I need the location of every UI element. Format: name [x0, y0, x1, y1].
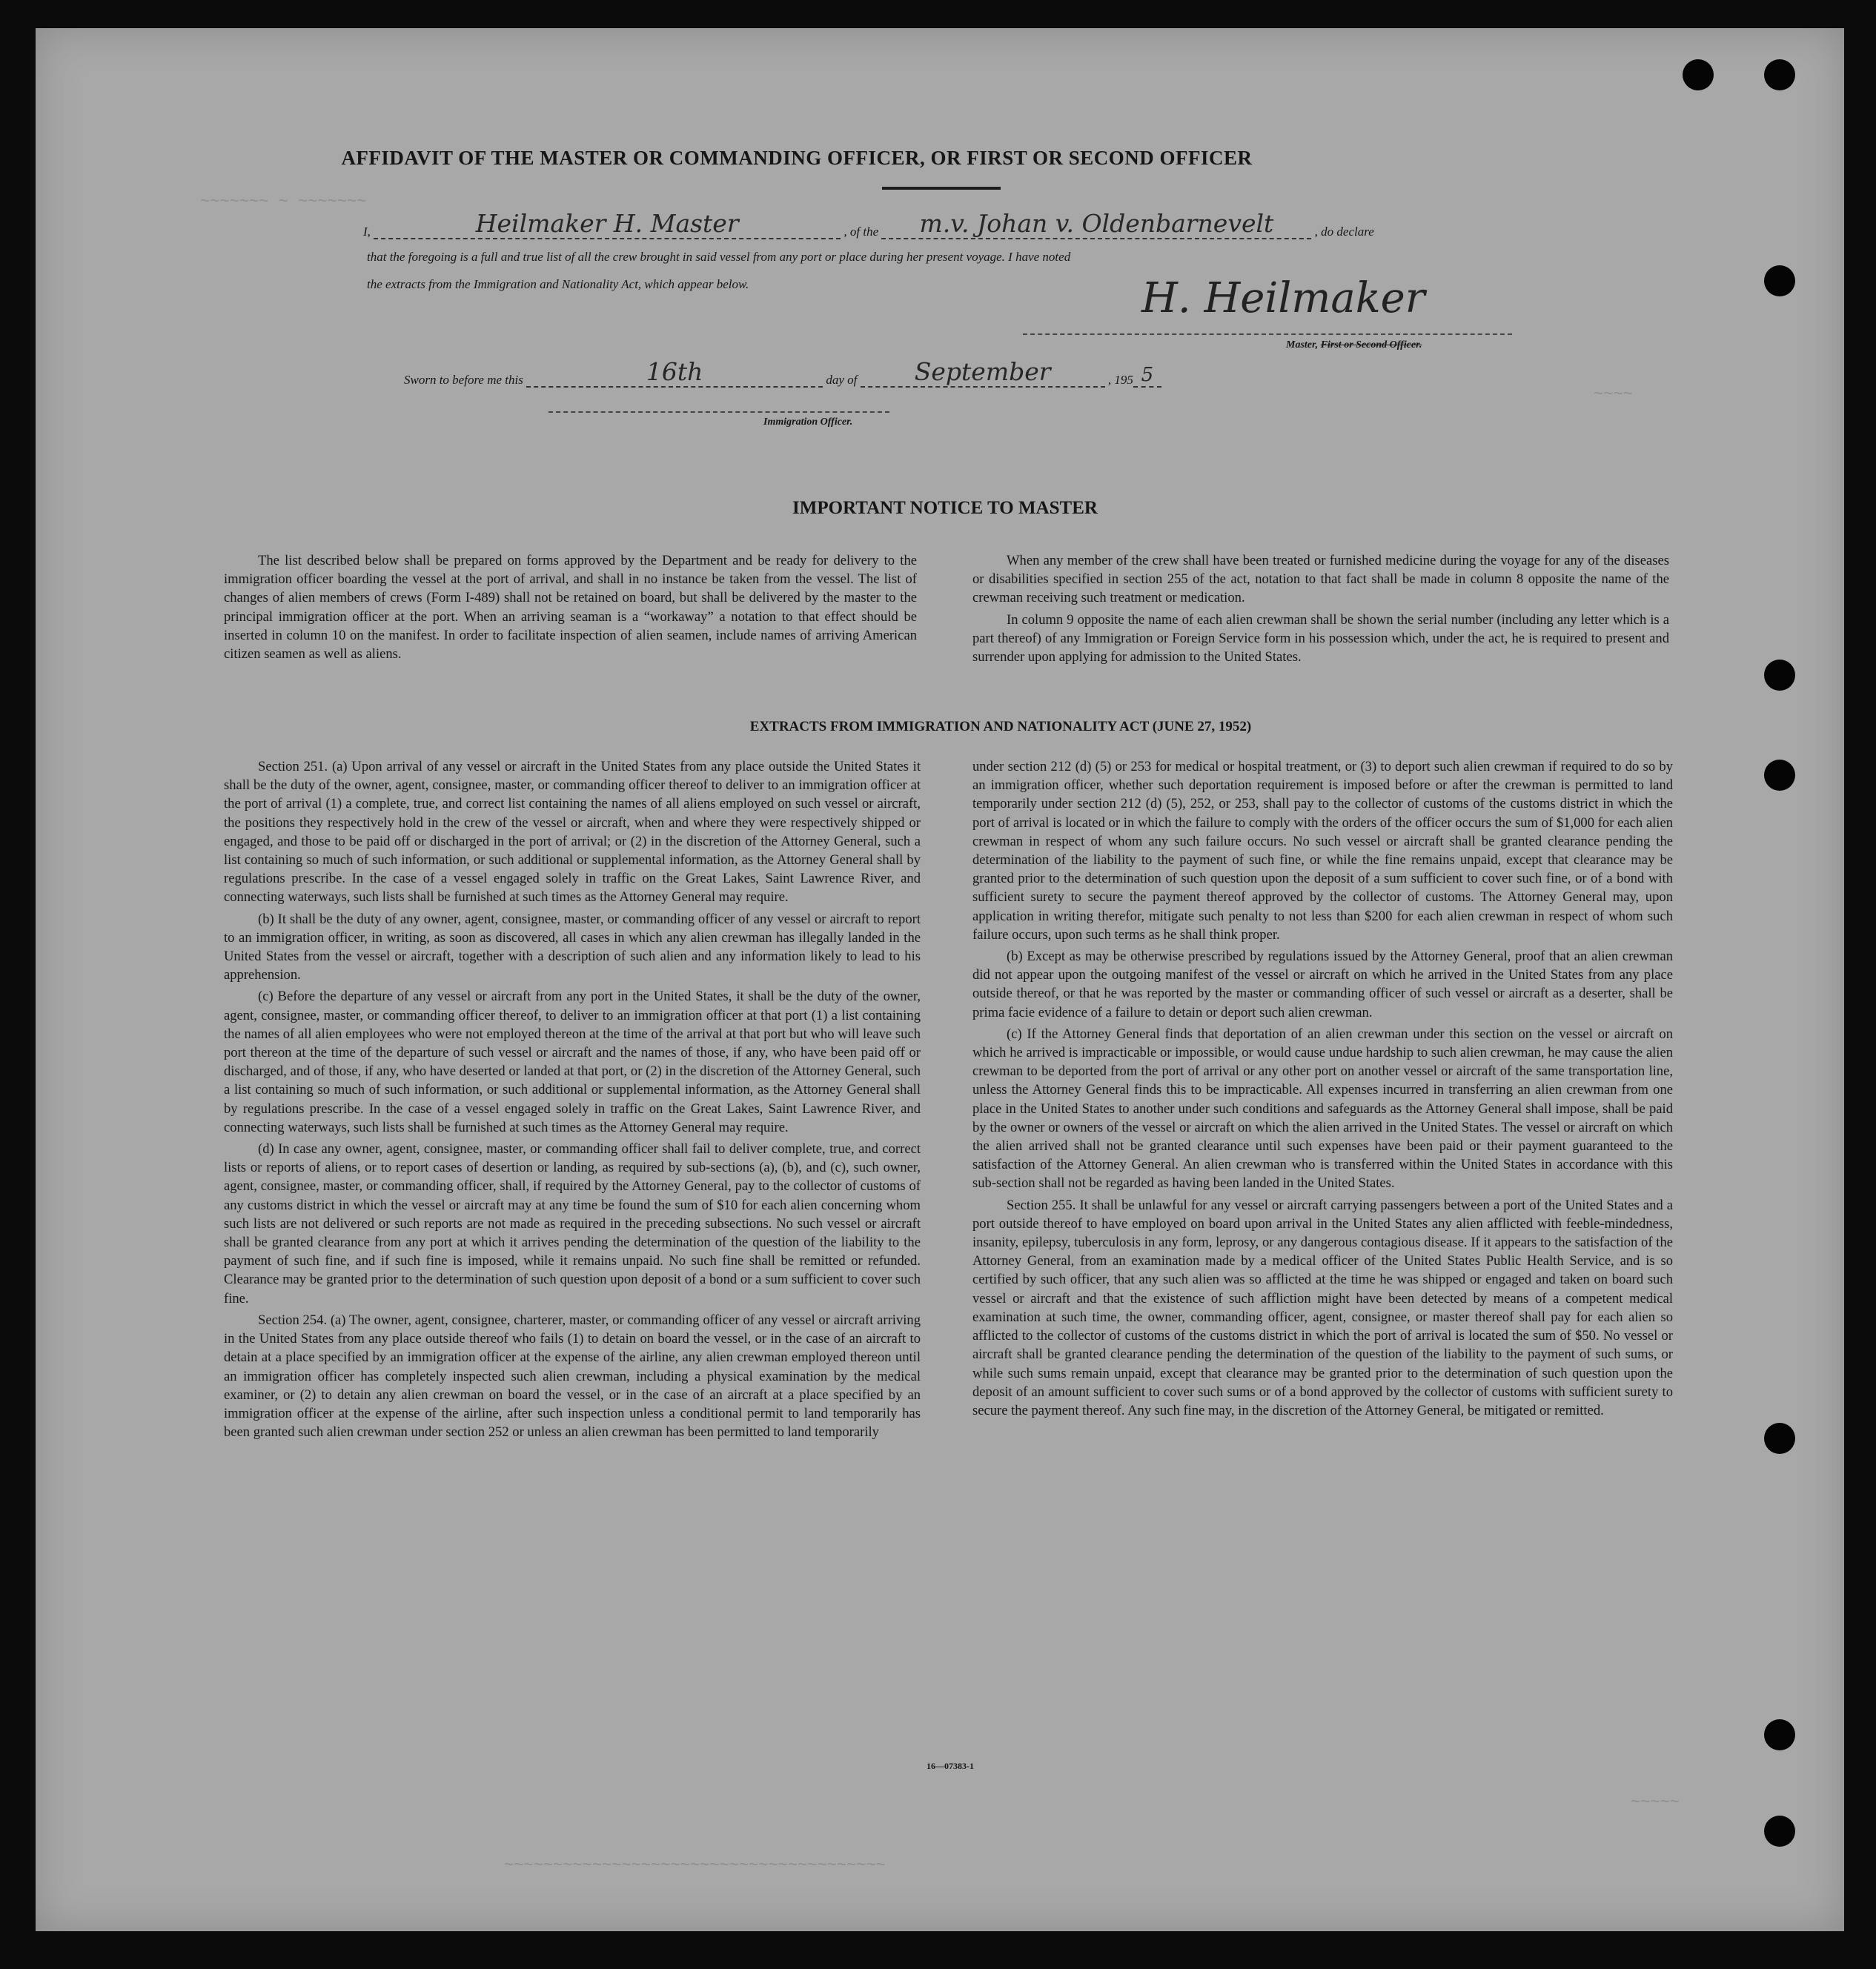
year-prefix: , 195	[1107, 373, 1133, 387]
declaration-line	[363, 209, 1374, 239]
extract-paragraph: Section 255. It shall be unlawful for any vessel or aircraft carrying passengers between a port of the United States and a port outside thereof to have employed on board upon arrival in the United States any alien afflicted with feeble-mindedness, insanity, epilepsy, tuberculosis in any form, leprosy, or any dangerous contagious disease. If it appears to the satisfaction of the Attorney General, from an examination made by a medical officer of the United States Public Health Service, and is so certified by such officer, that any such alien was so afflicted at the time he was shipped or engaged and taken on board such vessel or aircraft and that the existence of such affliction might have been detected by means of a competent medical examination at such time, the owner, commanding officer, agent, consignee, or master thereof shall pay for each alien so afflicted to the collector of customs of the customs district in which the port of arrival is located the sum of $50. No vessel or aircraft shall be granted clearance pending the determination of the question of the liability to the payment of such sums, or while such sums remain unpaid, except that clearance may be granted prior to the determination of such question upon the deposit of an amount sufficient to cover such sums or of a bond approved by the collector of customs with sufficient surety to secure the payment thereof. Any such fine may, in the discretion of the Attorney General, be mitigated or remitted.	[972, 1197, 1673, 1418]
master-signature: H. Heilmaker	[1141, 274, 1425, 322]
struck-officer-label: First or Second Officer.	[1320, 339, 1422, 351]
month-field[interactable]: September	[861, 357, 1105, 388]
of-the-label: , of the	[843, 225, 879, 239]
extract-paragraph: (b) It shall be the duty of any owner, agent, consignee, master, or commanding officer of any vessel or aircraft to report to an immigration officer, in writing, as soon as discovered, all cases in which any alien crewman has illegally landed in the United States from the vessel or aircraft, together with a description of such alien and any information likely to lead to his apprehension.	[224, 911, 921, 983]
vessel-name-field[interactable]: m.v. Johan v. Oldenbarnevelt	[881, 209, 1311, 239]
punch-hole	[1764, 1816, 1795, 1847]
notice-paragraph: In column 9 opposite the name of each alien crewman shall be shown the serial number (including any letter which is a part thereof) of any Immigration or Foreign Service form in his possession which, under the act, he is required to present and surrender upon applying for admission to the United States.	[972, 611, 1669, 665]
punch-hole	[1764, 1423, 1795, 1454]
bleed-through-text: ~~~~~~~ ~ ~~~~~~~	[200, 193, 367, 211]
affidavit-title: AFFIDAVIT OF THE MASTER OR COMMANDING OFFICER, OR FIRST OR SECOND OFFICER	[341, 147, 1253, 169]
officer-signature-line	[548, 411, 889, 413]
master-label: Master,	[1286, 339, 1319, 351]
notice-left-column	[224, 551, 917, 666]
title-divider	[882, 187, 1001, 190]
punch-hole	[1764, 660, 1795, 691]
extract-paragraph: Section 251. (a) Upon arrival of any vessel or aircraft in the United States from any place outside the United States it shall be the duty of the owner, agent, consignee, master, or commanding officer thereof to deliver to an immigration officer at the port of arrival (1) a complete, true, and correct list containing the names of all aliens employed on such vessel or aircraft, the positions they respectively hold in the crew of the vessel or aircraft, when and where they were respectively shipped or engaged, and those to be paid off or discharged in the port of arrival; or (2) in the discretion of the Attorney General, such a list containing so much of such information, or such additional or supplemental information, as the Attorney General shall by regulations prescribe. In the case of a vessel engaged solely in traffic on the Great Lakes, Saint Lawrence River, and connecting waterways, such lists shall be furnished at such times as the Attorney General may require.	[224, 759, 921, 906]
declaration-text: the extracts from the Immigration and Nationality Act, which appear below.	[367, 277, 749, 291]
extract-paragraph: Section 254. (a) The owner, agent, consignee, charterer, master, or commanding officer of any vessel or aircraft arriving in the United States from any place outside thereof who fails (1) to detain on board the vessel, or in the case of an aircraft to detain at a place specified by an immigration officer at the expense of the airline, any alien crewman employed thereon until an immigration officer has completely inspected such alien crewman, including a physical examination by the medical examiner, or (2) to detain any alien crewman on board the vessel, or in the case of an aircraft at a place specified by an immigration officer at the expense of the airline, after such inspection unless a conditional permit to land temporarily has been granted such alien crewman under section 252 or unless an alien crewman has been permitted to land temporarily	[224, 1312, 921, 1441]
extracts-right-column	[972, 757, 1673, 1423]
punch-hole	[1764, 265, 1795, 296]
declare-label: , do declare	[1314, 225, 1374, 239]
extract-paragraph: (c) Before the departure of any vessel or aircraft from any port in the United States, it shall be the duty of the owner, agent, consignee, master, or commanding officer thereof, to deliver to an immigration officer at that port (1) a list containing the names of all alien employees who were not employed thereon at the time of the arrival at that port but who will leave such port thereon at the time of the departure of such vessel or aircraft and the names of those, if any, who have been paid off or discharged, and of those, if any, who have deserted or landed at that port, or (2) in the discretion of the Attorney General, such a list containing so much of such information, or such additional or supplemental information, as the Attorney General shall by regulations prescribe. In the case of a vessel engaged solely in traffic on the Great Lakes, Saint Lawrence River, and connecting waterways, such lists shall be furnished at such times as the Attorney General may require.	[224, 989, 921, 1135]
extract-paragraph: (d) In case any owner, agent, consignee, master, or commanding officer shall fail to deliver complete, true, and correct lists or reports of aliens, or to report cases of desertion or landing, as required by sub-sections (a), (b), and (c), such owner, agent, consignee, master, or commanding officer, shall, if required by the Attorney General, pay to the collector of customs of any customs district in which the vessel or aircraft may at any time be found the sum of $10 for each alien concerning whom such lists are not delivered or such reports are not made as required in the preceding subsections. No such vessel or aircraft shall be granted clearance from any port at which it arrives pending the determination of the question of the liability to the payment of such fine, and if such fine is imposed, while it remains unpaid. No such fine shall be remitted or refunded. Clearance may be granted prior to the determination of such question upon deposit of a bond or a sum sufficient to cover such fine.	[224, 1141, 921, 1306]
bleed-through-text: ~~~~	[1594, 385, 1633, 404]
sworn-line	[404, 357, 1161, 388]
extracts-title: EXTRACTS FROM IMMIGRATION AND NATIONALITY ACT (JUNE 27, 1952)	[749, 719, 1252, 734]
signer-title	[1286, 339, 1422, 351]
year-field[interactable]: 5	[1133, 364, 1161, 388]
day-field[interactable]: 16th	[526, 357, 823, 388]
signature-line	[1023, 333, 1512, 335]
notice-title: IMPORTANT NOTICE TO MASTER	[792, 498, 1098, 518]
extract-paragraph: (c) If the Attorney General finds that deportation of an alien crewman under this section on the vessel or aircraft on which he arrived is impracticable or impossible, or would cause undue hardship to such alien crewman, he may cause the alien crewman to be deported from the port of arrival or any other port on another vessel or aircraft of the same transportation line, unless the Attorney General finds this to be impracticable. All expenses incurred in transferring an alien crewman from one place in the United States to another under such conditions and safeguards as the Attorney General shall impose, shall be paid by the owner or owners of the vessel or aircraft on which the alien arrived in the United States. The vessel or aircraft on which the alien arrived shall not be granted clearance until such expenses have been paid or their payment guaranteed to the satisfaction of the Attorney General. An alien crewman who is transferred within the United States in accordance with this sub-section shall not be regarded as having been landed in the United States.	[972, 1026, 1673, 1192]
extract-paragraph: (b) Except as may be otherwise prescribed by regulations issued by the Attorney General, proof that an alien crewman did not appear upon the outgoing manifest of the vessel or aircraft on which he arrived in the United States from any place outside thereof, or that he was reported by the master or commanding officer of such vessel or aircraft as a deserter, shall be prima facie evidence of a failure to detain or deport such alien crewman.	[972, 949, 1673, 1020]
notice-right-column	[972, 551, 1669, 669]
notice-paragraph: When any member of the crew shall have been treated or furnished medicine during the voyage for any of the diseases or disabilities specified in section 255 of the act, notation to that fact shall be made in column 8 opposite the name of the crewman receiving such treatment or medication.	[972, 553, 1669, 606]
punch-hole	[1764, 760, 1795, 791]
punch-hole	[1683, 59, 1714, 90]
i-label: I,	[363, 225, 371, 239]
day-of-label: day of	[826, 373, 858, 387]
form-number: 16—07383-1	[927, 1761, 974, 1771]
punch-hole	[1764, 1719, 1795, 1750]
extracts-left-column	[224, 757, 921, 1444]
bleed-through-text: ~~~~~~~~~~~~~~~~~~~~~~~~~~~~~~~~~~~~~~~	[504, 1856, 886, 1875]
punch-hole	[1764, 59, 1795, 90]
bleed-through-text: ~~~~~	[1631, 1793, 1680, 1812]
master-name-field[interactable]: Heilmaker H. Master	[374, 209, 841, 239]
immigration-officer-label: Immigration Officer.	[763, 416, 853, 428]
notice-paragraph: The list described below shall be prepared on forms approved by the Department and be ready for delivery to the immigration officer boarding the vessel at the port of arrival, and shall in no instance be taken from the vessel. The list of changes of alien members of crews (Form I-489) shall not be retained on board, but shall be delivered by the master to the principal immigration officer at the port. When an arriving seaman is a “workaway” a notation to that effect should be inserted in column 10 on the manifest. In order to facilitate inspection of alien seamen, include names of arriving American citizen seamen as well as aliens.	[224, 553, 917, 663]
sworn-label: Sworn to before me this	[404, 373, 523, 387]
extract-paragraph: under section 212 (d) (5) or 253 for medical or hospital treatment, or (3) to deport such alien crewman if required to do so by an immigration officer, whether such deportation requirement is imposed before or after the crewman is permitted to land temporarily under section 212 (d) (5), 252, or 253, shall pay to the collector of customs of the customs district in which the port of arrival is located or in which the failure to comply with the orders of the officer occurs the sum of $1,000 for each alien crewman in respect of whom any such failure occurs. No such vessel or aircraft shall be granted clearance pending the determination of the liability to the payment of such fine, or while the fine remains unpaid, except that clearance may be granted prior to the determination of such question upon the deposit of a sum sufficient to cover such fine, or of a bond with sufficient surety to secure the payment thereof approved by the collector of customs. The Attorney General may, upon application in writing therefor, mitigate such penalty to not less than $200 for each alien crewman in respect of whom such failure occurs, upon such terms as he shall think proper.	[972, 759, 1673, 943]
declaration-text: that the foregoing is a full and true list of all the crew brought in said vessel from any port or place during her present voyage. I have noted	[367, 250, 1071, 264]
